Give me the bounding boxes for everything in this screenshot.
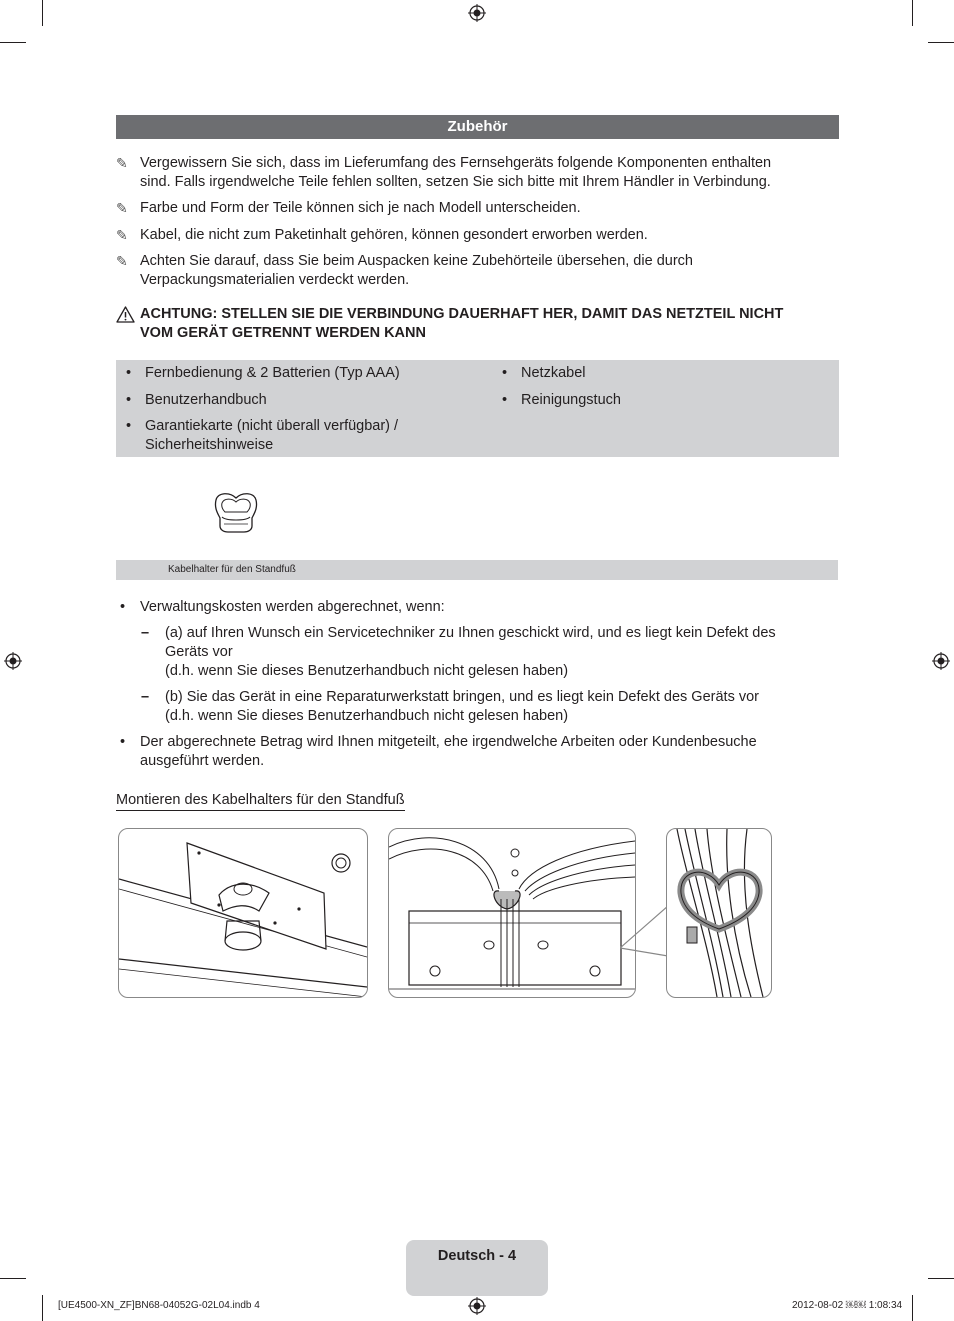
crop-mark <box>928 42 954 43</box>
file-info: [UE4500-XN_ZF]BN68-04052G-02L04.indb 4 <box>58 1300 260 1311</box>
fee-case <box>165 688 835 726</box>
pencil-note-icon: ✎ <box>116 155 128 171</box>
list-item: • Garantiekarte (nicht überall verfügbar) / Sicherheitshinweise <box>126 418 399 453</box>
cable-holder-caption: Kabelhalter für den Standfuß <box>168 564 296 575</box>
list-item-label: Netzkabel <box>521 365 586 381</box>
note-line: Farbe und Form der Teile können sich je nach Modell unterscheiden. <box>140 200 581 216</box>
crop-mark <box>0 42 26 43</box>
assembly-heading: Montieren des Kabelhalters für den Standfuß <box>116 792 405 811</box>
notice-line: Der abgerechnete Betrag wird Ihnen mitgeteilt, ehe irgendwelche Arbeiten oder Kundenbesuche <box>140 734 757 750</box>
section-title: Zubehör <box>116 115 839 139</box>
note-item <box>116 154 836 192</box>
note-line: Vergewissern Sie sich, dass im Lieferumfang des Fernsehgeräts folgende Komponenten enthalten <box>140 155 772 171</box>
cable-holder-detail-figure <box>666 828 772 998</box>
fee-case-line: (d.h. wenn Sie dieses Benutzerhandbuch nicht gelesen haben) <box>165 708 569 724</box>
stand-figure <box>118 828 368 998</box>
fee-case <box>165 624 835 681</box>
note-line: Kabel, die nicht zum Paketinhalt gehören, können gesondert erworben werden. <box>140 227 648 243</box>
registration-mark-icon <box>4 652 22 670</box>
crop-mark <box>0 1278 26 1279</box>
list-item-label: Reinigungstuch <box>521 392 621 408</box>
note-line: sind. Falls irgendwelche Teile fehlen sollten, setzen Sie sich bitte mit Ihrem Händler in Verbindung. <box>140 174 771 190</box>
list-item-label: Garantiekarte (nicht überall verfügbar) / <box>145 418 399 434</box>
crop-mark <box>928 1278 954 1279</box>
pencil-note-icon: ✎ <box>116 227 128 243</box>
fee-case-line: (d.h. wenn Sie dieses Benutzerhandbuch nicht gelesen haben) <box>165 663 569 679</box>
note-item <box>116 252 836 290</box>
note-line: Verpackungsmaterialien verdeckt werden. <box>140 272 410 288</box>
crop-mark <box>912 0 913 26</box>
components-panel: • Fernbedienung & 2 Batterien (Typ AAA) • Benutzerhandbuch • Garantiekarte (nicht überall verfügbar) / Sicherheitshinweise • Netzkabel • Reinigungstuch <box>116 360 839 457</box>
note-line: Achten Sie darauf, dass Sie beim Auspacken keine Zubehörteile übersehen, die durch <box>140 253 693 269</box>
dash: – <box>141 625 150 641</box>
warning-notice <box>116 305 836 345</box>
fees-intro: Verwaltungskosten werden abgerechnet, wenn: <box>140 599 445 615</box>
crop-mark <box>912 1295 913 1321</box>
cable-holder-icon <box>212 490 260 536</box>
pencil-note-icon: ✎ <box>116 253 128 269</box>
note-item <box>116 226 836 245</box>
cable-routing-figure <box>388 828 636 998</box>
callout-pointer <box>620 900 668 960</box>
crop-mark <box>42 0 43 26</box>
dash: – <box>141 689 150 705</box>
fee-case-line: Geräts vor <box>165 644 233 660</box>
fee-case-line: (b) Sie das Gerät in eine Reparaturwerkstatt bringen, und es liegt kein Defekt des Geräts vor <box>165 689 759 705</box>
page-number-tab: Deutsch - 4 <box>406 1240 548 1296</box>
note-item <box>116 199 836 218</box>
fees-notice <box>140 733 840 771</box>
list-item-label: Benutzerhandbuch <box>145 392 267 408</box>
warning-line: VOM GERÄT GETRENNT WERDEN KANN <box>140 325 426 341</box>
bullet: • <box>120 734 126 750</box>
notice-line: ausgeführt werden. <box>140 753 265 769</box>
crop-mark <box>42 1295 43 1321</box>
list-item-label: Sicherheitshinweise <box>145 437 274 453</box>
fee-case-line: (a) auf Ihren Wunsch ein Servicetechniker zu Ihnen geschickt wird, und es liegt kein Defekt des <box>165 625 776 641</box>
warning-line: ACHTUNG: STELLEN SIE DIE VERBINDUNG DAUERHAFT HER, DAMIT DAS NETZTEIL NICHT <box>140 306 784 322</box>
registration-mark-icon <box>932 652 950 670</box>
list-item-label: Fernbedienung & 2 Batterien (Typ AAA) <box>145 365 400 381</box>
caption-bar <box>116 560 838 580</box>
bullet: • <box>120 599 126 615</box>
pencil-note-icon: ✎ <box>116 200 128 216</box>
print-timestamp: 2012-08-02 ￼￼ 1:08:34 <box>792 1300 903 1311</box>
warning-triangle-icon <box>116 306 135 323</box>
registration-mark-icon <box>468 4 486 22</box>
registration-mark-icon <box>468 1297 486 1315</box>
